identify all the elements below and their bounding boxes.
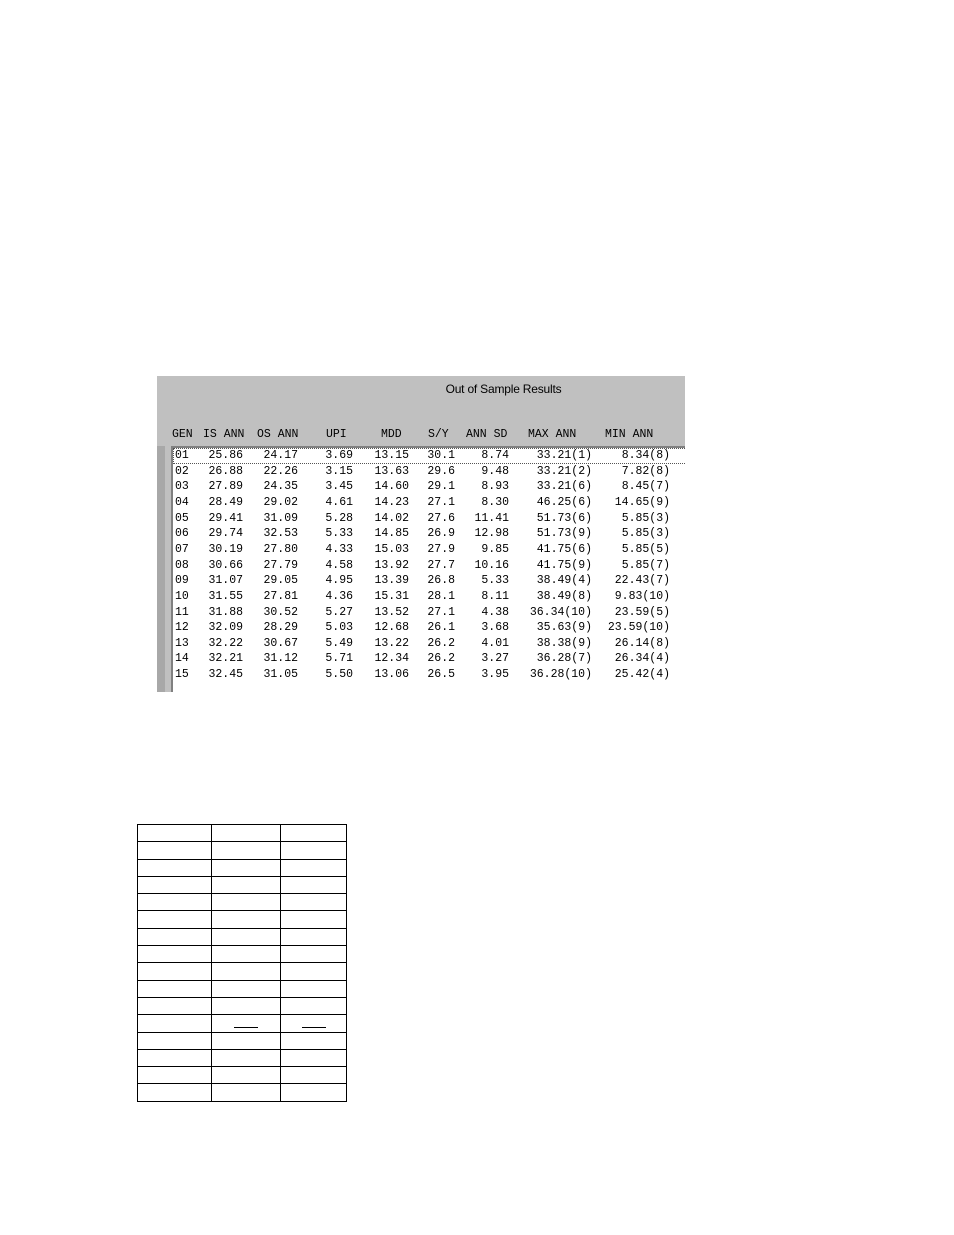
cell-mdd: 14.23 — [374, 495, 409, 509]
cell-os-ann: 27.79 — [263, 558, 298, 572]
cell-min-ann: 8.34(8) — [621, 449, 670, 462]
grid-row — [138, 928, 347, 945]
cell-mdd: 13.06 — [374, 668, 409, 682]
column-header-mdd: MDD — [381, 428, 402, 441]
cell-mdd: 13.92 — [374, 558, 409, 572]
grid-cell — [212, 980, 281, 997]
cell-gen: 05 — [175, 511, 189, 525]
cell-max-ann: 36.28(7) — [536, 652, 592, 666]
cell-mdd: 13.39 — [374, 574, 409, 588]
cell-max-ann: 41.75(6) — [536, 542, 592, 556]
cell-min-ann: 5.85(7) — [621, 558, 670, 572]
table-row[interactable] — [173, 479, 685, 495]
cell-os-ann: 24.35 — [263, 480, 298, 494]
cell-os-ann: 27.81 — [263, 589, 298, 603]
grid-cell — [138, 842, 212, 859]
cell-mdd: 13.15 — [374, 449, 409, 462]
cell-max-ann: 41.75(9) — [536, 558, 592, 572]
cell-min-ann: 8.45(7) — [621, 480, 670, 494]
grid-row — [138, 911, 347, 928]
grid-cell — [138, 997, 212, 1014]
table-row[interactable] — [173, 526, 685, 542]
empty-table — [137, 824, 347, 1102]
grid-cell — [281, 1049, 347, 1066]
grid-row — [138, 1032, 347, 1049]
cell-mdd: 13.22 — [374, 636, 409, 650]
grid-cell — [138, 894, 212, 911]
cell-max-ann: 38.49(4) — [536, 574, 592, 588]
grid-cell — [138, 1084, 212, 1101]
cell-s-y: 26.8 — [427, 574, 455, 588]
cell-s-y: 26.2 — [427, 652, 455, 666]
cell-upi: 4.58 — [325, 558, 353, 572]
table-row[interactable] — [173, 511, 685, 527]
cell-min-ann: 7.82(8) — [621, 464, 670, 478]
cell-mdd: 13.52 — [374, 605, 409, 619]
grid-cell — [138, 963, 212, 980]
cell-min-ann: 23.59(5) — [614, 605, 670, 619]
cell-ann-sd: 4.38 — [481, 605, 509, 619]
cell-gen: 13 — [175, 636, 189, 650]
column-header-row — [157, 428, 685, 444]
grid-cell — [212, 963, 281, 980]
table-row[interactable] — [173, 667, 685, 683]
cell-ann-sd: 9.85 — [481, 542, 509, 556]
cell-gen: 14 — [175, 652, 189, 666]
grid-cell — [138, 946, 212, 963]
cell-is-ann: 32.22 — [208, 636, 243, 650]
cell-max-ann: 38.49(8) — [536, 589, 592, 603]
table-row[interactable] — [173, 558, 685, 574]
grid-cell — [138, 1032, 212, 1049]
cell-upi: 4.33 — [325, 542, 353, 556]
cell-gen: 09 — [175, 574, 189, 588]
cell-gen: 15 — [175, 668, 189, 682]
cell-os-ann: 31.12 — [263, 652, 298, 666]
cell-is-ann: 32.21 — [208, 652, 243, 666]
list-gutter — [157, 446, 165, 692]
grid-row — [138, 1049, 347, 1066]
grid-cell — [281, 894, 347, 911]
cell-mdd: 15.03 — [374, 542, 409, 556]
cell-ann-sd: 3.68 — [481, 621, 509, 635]
grid-cell — [212, 946, 281, 963]
cell-is-ann: 31.07 — [208, 574, 243, 588]
column-header-min-ann: MIN ANN — [605, 428, 654, 441]
cell-upi: 4.95 — [325, 574, 353, 588]
cell-s-y: 26.1 — [427, 621, 455, 635]
cell-max-ann: 35.63(9) — [536, 621, 592, 635]
cell-s-y: 27.7 — [427, 558, 455, 572]
cell-max-ann: 36.28(10) — [529, 668, 592, 682]
cell-ann-sd: 11.41 — [474, 511, 509, 525]
cell-s-y: 27.1 — [427, 605, 455, 619]
cell-is-ann: 25.86 — [208, 449, 243, 462]
cell-os-ann: 32.53 — [263, 527, 298, 541]
cell-os-ann: 30.67 — [263, 636, 298, 650]
grid-row — [138, 997, 347, 1014]
grid-row — [138, 876, 347, 893]
column-header-s-y: S/Y — [428, 428, 449, 441]
cell-gen: 08 — [175, 558, 189, 572]
grid-cell — [138, 1015, 212, 1032]
cell-upi: 5.71 — [325, 652, 353, 666]
grid-cell — [212, 894, 281, 911]
cell-max-ann: 38.38(9) — [536, 636, 592, 650]
cell-os-ann: 27.80 — [263, 542, 298, 556]
table-row[interactable] — [173, 605, 685, 621]
cell-max-ann: 33.21(1) — [536, 449, 592, 462]
cell-os-ann: 30.52 — [263, 605, 298, 619]
table-row[interactable] — [173, 620, 685, 636]
grid-cell — [281, 876, 347, 893]
cell-min-ann: 22.43(7) — [614, 574, 670, 588]
cell-min-ann: 5.85(5) — [621, 542, 670, 556]
cell-max-ann: 51.73(9) — [536, 527, 592, 541]
grid-row — [138, 842, 347, 859]
panel-title: Out of Sample Results — [445, 382, 562, 396]
cell-ann-sd: 3.27 — [481, 652, 509, 666]
grid-cell — [281, 1015, 347, 1032]
table-row[interactable] — [173, 464, 685, 480]
grid-row — [138, 980, 347, 997]
grid-row — [138, 1067, 347, 1084]
cell-gen: 07 — [175, 542, 189, 556]
column-header-ann-sd: ANN SD — [466, 428, 508, 441]
grid-cell — [281, 997, 347, 1014]
cell-s-y: 27.6 — [427, 511, 455, 525]
cell-os-ann: 22.26 — [263, 464, 298, 478]
cell-gen: 11 — [175, 605, 189, 619]
cell-ann-sd: 8.11 — [481, 589, 509, 603]
table-row[interactable] — [173, 573, 685, 589]
cell-upi: 5.27 — [325, 605, 353, 619]
column-header-is-ann: IS ANN — [203, 428, 245, 441]
grid-cell — [212, 842, 281, 859]
grid-cell — [212, 911, 281, 928]
column-header-gen: GEN — [172, 428, 193, 441]
grid-cell — [281, 825, 347, 842]
grid-cell — [212, 825, 281, 842]
grid-cell — [212, 1032, 281, 1049]
grid-row — [138, 1015, 347, 1032]
cell-ann-sd: 8.93 — [481, 480, 509, 494]
grid-cell — [212, 1049, 281, 1066]
grid-cell — [212, 997, 281, 1014]
column-header-upi: UPI — [326, 428, 347, 441]
cell-upi: 3.69 — [325, 449, 353, 462]
grid-cell — [212, 1015, 281, 1032]
column-header-max-ann: MAX ANN — [528, 428, 577, 441]
grid-cell — [212, 1067, 281, 1084]
cell-s-y: 26.2 — [427, 636, 455, 650]
cell-s-y: 28.1 — [427, 589, 455, 603]
cell-is-ann: 31.55 — [208, 589, 243, 603]
cell-os-ann: 28.29 — [263, 621, 298, 635]
grid-cell — [138, 1067, 212, 1084]
cell-os-ann: 29.05 — [263, 574, 298, 588]
cell-gen: 10 — [175, 589, 189, 603]
cell-is-ann: 30.66 — [208, 558, 243, 572]
cell-min-ann: 26.34(4) — [614, 652, 670, 666]
cell-max-ann: 33.21(2) — [536, 464, 592, 478]
cell-gen: 03 — [175, 480, 189, 494]
cell-ann-sd: 9.48 — [481, 464, 509, 478]
table-row[interactable] — [173, 542, 685, 558]
grid-cell — [138, 1049, 212, 1066]
cell-mdd: 12.68 — [374, 621, 409, 635]
grid-cell — [281, 1084, 347, 1101]
cell-gen: 02 — [175, 464, 189, 478]
grid-row — [138, 859, 347, 876]
grid-cell — [281, 1067, 347, 1084]
cell-os-ann: 31.09 — [263, 511, 298, 525]
cell-ann-sd: 5.33 — [481, 574, 509, 588]
cell-min-ann: 25.42(4) — [614, 668, 670, 682]
grid-cell — [281, 859, 347, 876]
cell-is-ann: 28.49 — [208, 495, 243, 509]
cell-min-ann: 26.14(8) — [614, 636, 670, 650]
table-row[interactable] — [173, 651, 685, 667]
table-row[interactable] — [173, 636, 685, 652]
underline-mark — [234, 1027, 258, 1028]
grid-cell — [138, 876, 212, 893]
cell-max-ann: 51.73(6) — [536, 511, 592, 525]
cell-ann-sd: 8.74 — [481, 449, 509, 462]
results-list[interactable] — [171, 446, 685, 692]
cell-s-y: 29.1 — [427, 480, 455, 494]
grid-row — [138, 894, 347, 911]
cell-is-ann: 32.45 — [208, 668, 243, 682]
cell-ann-sd: 4.01 — [481, 636, 509, 650]
cell-min-ann: 14.65(9) — [614, 495, 670, 509]
grid-row — [138, 963, 347, 980]
grid-row — [138, 825, 347, 842]
cell-gen: 12 — [175, 621, 189, 635]
grid-cell — [138, 928, 212, 945]
cell-s-y: 27.1 — [427, 495, 455, 509]
grid-cell — [281, 980, 347, 997]
cell-os-ann: 29.02 — [263, 495, 298, 509]
cell-ann-sd: 10.16 — [474, 558, 509, 572]
cell-min-ann: 5.85(3) — [621, 527, 670, 541]
cell-mdd: 15.31 — [374, 589, 409, 603]
cell-gen: 04 — [175, 495, 189, 509]
column-header-os-ann: OS ANN — [257, 428, 299, 441]
table-row[interactable] — [173, 495, 685, 511]
cell-is-ann: 29.41 — [208, 511, 243, 525]
cell-ann-sd: 3.95 — [481, 668, 509, 682]
cell-gen: 01 — [175, 449, 189, 462]
cell-upi: 3.15 — [325, 464, 353, 478]
grid-cell — [138, 859, 212, 876]
grid-cell — [212, 876, 281, 893]
cell-max-ann: 36.34(10) — [529, 605, 592, 619]
cell-is-ann: 31.88 — [208, 605, 243, 619]
grid-cell — [281, 946, 347, 963]
cell-upi: 4.36 — [325, 589, 353, 603]
cell-os-ann: 31.05 — [263, 668, 298, 682]
cell-ann-sd: 12.98 — [474, 527, 509, 541]
grid-cell — [281, 1032, 347, 1049]
cell-upi: 3.45 — [325, 480, 353, 494]
cell-mdd: 13.63 — [374, 464, 409, 478]
cell-max-ann: 46.25(6) — [536, 495, 592, 509]
cell-s-y: 27.9 — [427, 542, 455, 556]
cell-upi: 5.49 — [325, 636, 353, 650]
grid-cell — [138, 825, 212, 842]
grid-cell — [138, 980, 212, 997]
cell-min-ann: 5.85(3) — [621, 511, 670, 525]
cell-mdd: 14.60 — [374, 480, 409, 494]
grid-cell — [281, 911, 347, 928]
cell-is-ann: 29.74 — [208, 527, 243, 541]
cell-s-y: 29.6 — [427, 464, 455, 478]
cell-min-ann: 23.59(10) — [607, 621, 670, 635]
grid-cell — [138, 911, 212, 928]
cell-is-ann: 30.19 — [208, 542, 243, 556]
cell-is-ann: 26.88 — [208, 464, 243, 478]
cell-upi: 5.03 — [325, 621, 353, 635]
cell-mdd: 14.02 — [374, 511, 409, 525]
cell-mdd: 12.34 — [374, 652, 409, 666]
grid-cell — [212, 859, 281, 876]
cell-is-ann: 27.89 — [208, 480, 243, 494]
cell-is-ann: 32.09 — [208, 621, 243, 635]
table-row[interactable] — [173, 589, 685, 605]
cell-s-y: 26.5 — [427, 668, 455, 682]
cell-s-y: 26.9 — [427, 527, 455, 541]
grid-row — [138, 946, 347, 963]
cell-upi: 5.33 — [325, 527, 353, 541]
cell-min-ann: 9.83(10) — [614, 589, 670, 603]
cell-max-ann: 33.21(6) — [536, 480, 592, 494]
results-panel — [157, 376, 685, 692]
cell-upi: 4.61 — [325, 495, 353, 509]
grid-cell — [212, 1084, 281, 1101]
cell-os-ann: 24.17 — [263, 449, 298, 462]
cell-ann-sd: 8.30 — [481, 495, 509, 509]
table-row[interactable] — [173, 448, 685, 464]
cell-upi: 5.50 — [325, 668, 353, 682]
cell-upi: 5.28 — [325, 511, 353, 525]
underline-mark — [302, 1027, 326, 1028]
grid-cell — [281, 842, 347, 859]
cell-s-y: 30.1 — [427, 449, 455, 462]
grid-cell — [281, 963, 347, 980]
grid-row — [138, 1084, 347, 1101]
cell-gen: 06 — [175, 527, 189, 541]
grid-cell — [281, 928, 347, 945]
cell-mdd: 14.85 — [374, 527, 409, 541]
grid-cell — [212, 928, 281, 945]
